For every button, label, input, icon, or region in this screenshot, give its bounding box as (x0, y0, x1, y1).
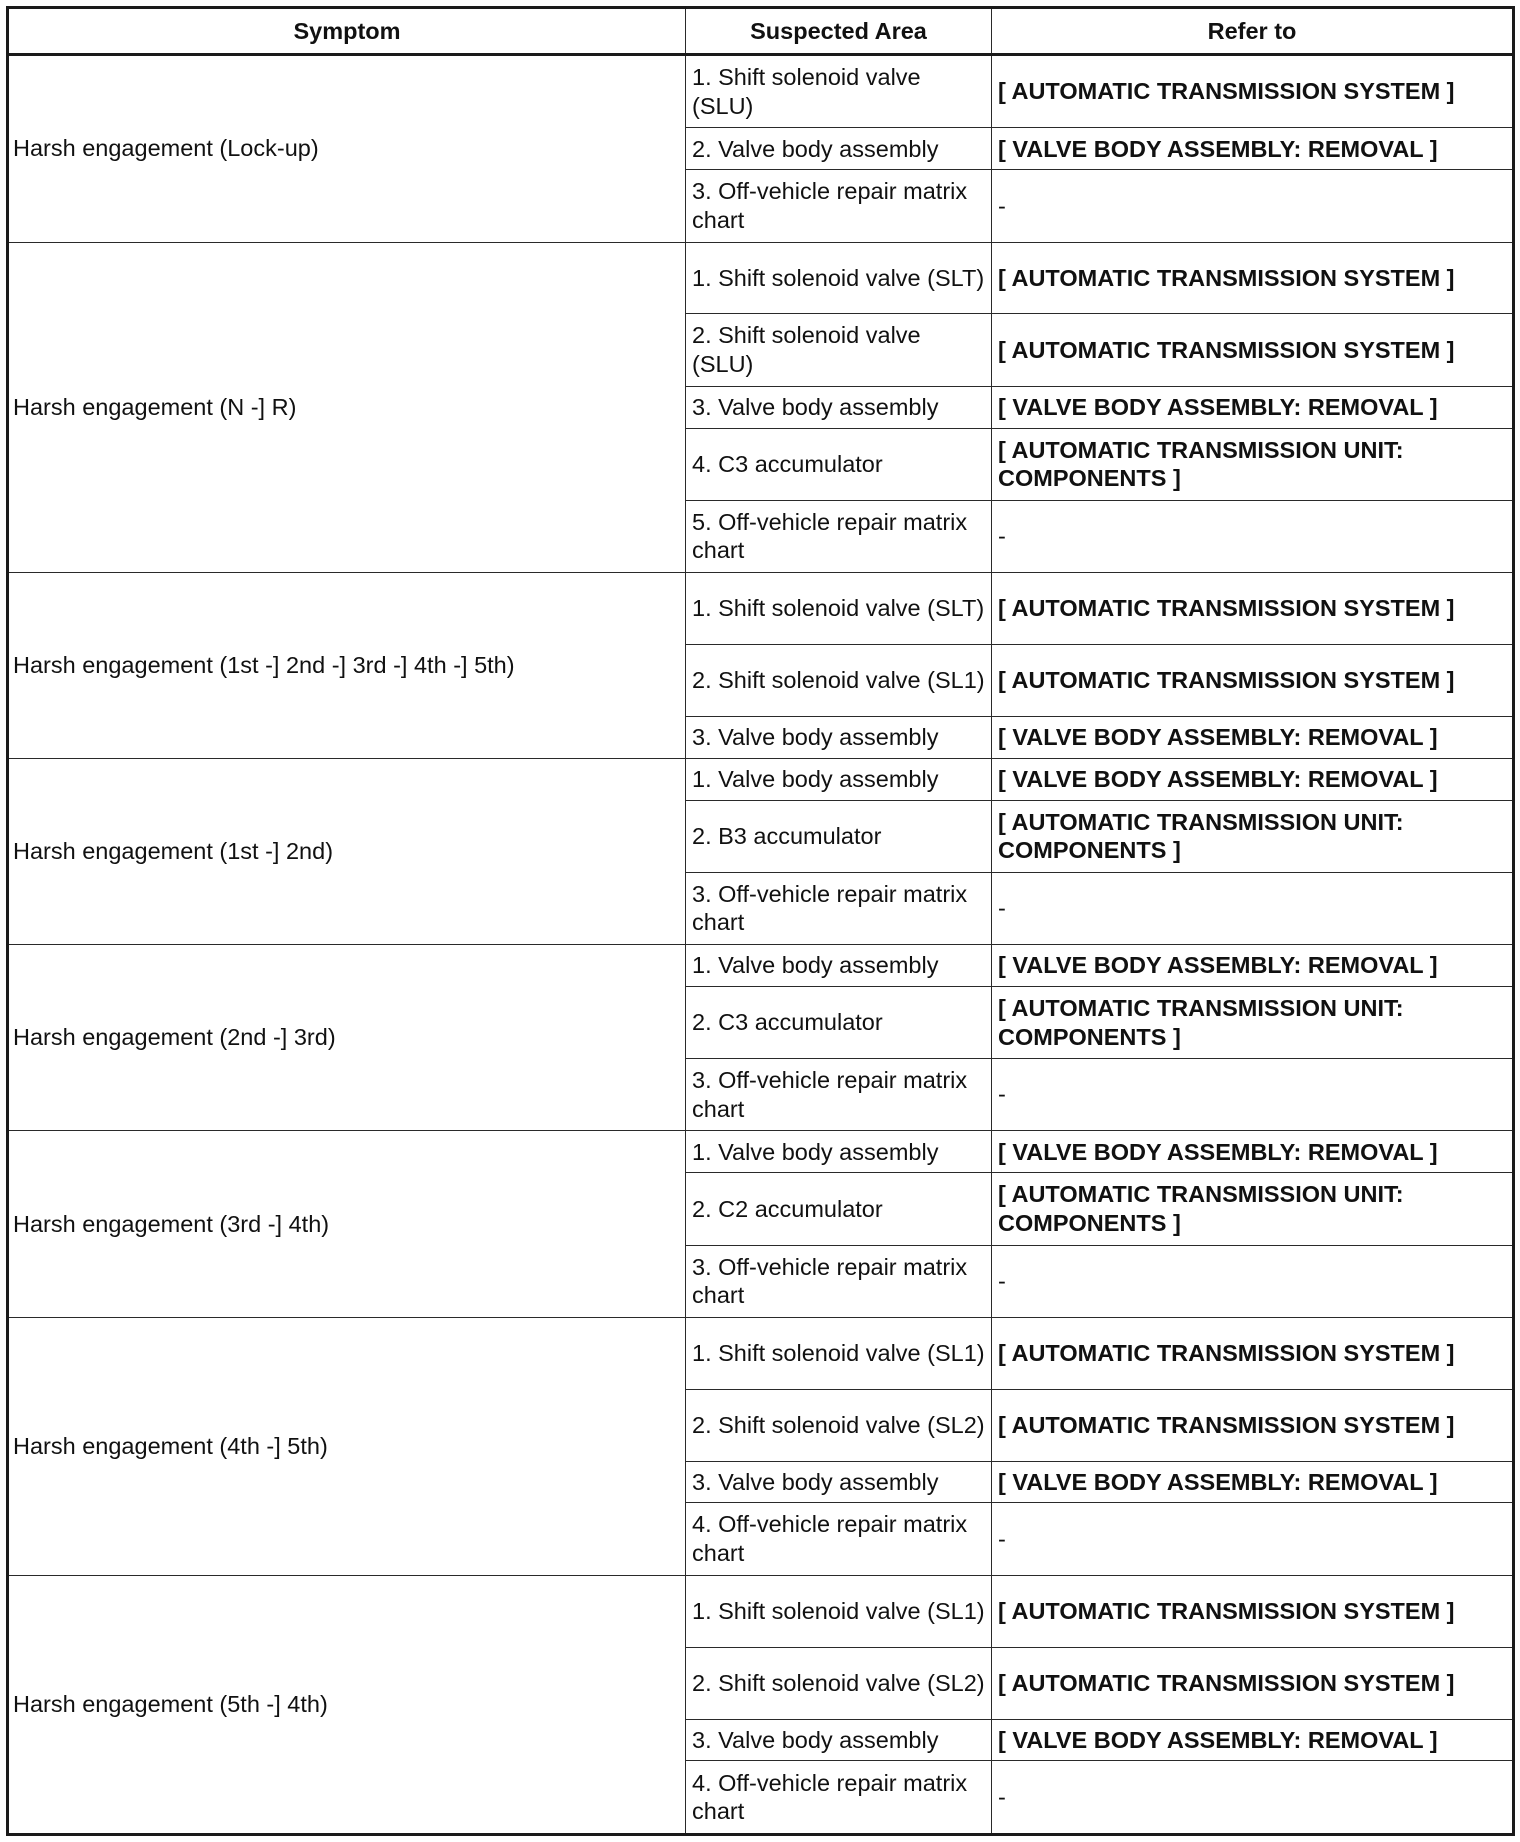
suspected-area-cell: 1. Shift solenoid valve (SLU) (686, 55, 992, 128)
refer-to-link[interactable]: [ VALVE BODY ASSEMBLY: REMOVAL ] (992, 1461, 1514, 1503)
symptom-cell: Harsh engagement (Lock-up) (8, 55, 686, 243)
refer-to-link[interactable]: [ AUTOMATIC TRANSMISSION UNIT: COMPONENTS ] (992, 800, 1514, 872)
header-suspected-area: Suspected Area (686, 8, 992, 55)
suspected-area-cell: 3. Valve body assembly (686, 716, 992, 758)
suspected-area-cell: 3. Valve body assembly (686, 386, 992, 428)
refer-to-cell: - (992, 872, 1514, 944)
suspected-area-cell: 3. Off-vehicle repair matrix chart (686, 1059, 992, 1131)
refer-to-link[interactable]: [ AUTOMATIC TRANSMISSION SYSTEM ] (992, 1575, 1514, 1647)
symptom-cell: Harsh engagement (1st -] 2nd -] 3rd -] 4th -] 5th) (8, 573, 686, 759)
suspected-area-cell: 4. Off-vehicle repair matrix chart (686, 1503, 992, 1575)
suspected-area-cell: 4. C3 accumulator (686, 428, 992, 500)
diagnostic-sheet (6, 6, 1512, 1836)
symptom-cell: Harsh engagement (5th -] 4th) (8, 1575, 686, 1834)
suspected-area-cell: 3. Valve body assembly (686, 1461, 992, 1503)
suspected-area-cell: 2. C2 accumulator (686, 1173, 992, 1245)
suspected-area-cell: 2. Shift solenoid valve (SLU) (686, 314, 992, 386)
suspected-area-cell: 5. Off-vehicle repair matrix chart (686, 500, 992, 572)
table-row (8, 242, 1514, 314)
symptom-cell: Harsh engagement (2nd -] 3rd) (8, 945, 686, 1131)
suspected-area-cell: 3. Off-vehicle repair matrix chart (686, 1245, 992, 1317)
refer-to-link[interactable]: [ AUTOMATIC TRANSMISSION SYSTEM ] (992, 1647, 1514, 1719)
table-row (8, 945, 1514, 987)
refer-to-link[interactable]: [ VALVE BODY ASSEMBLY: REMOVAL ] (992, 758, 1514, 800)
suspected-area-cell: 3. Off-vehicle repair matrix chart (686, 872, 992, 944)
refer-to-link[interactable]: [ AUTOMATIC TRANSMISSION SYSTEM ] (992, 573, 1514, 645)
suspected-area-cell: 1. Shift solenoid valve (SLT) (686, 242, 992, 314)
refer-to-link[interactable]: [ AUTOMATIC TRANSMISSION SYSTEM ] (992, 55, 1514, 128)
suspected-area-cell: 1. Shift solenoid valve (SLT) (686, 573, 992, 645)
table-row (8, 573, 1514, 645)
table-row (8, 1575, 1514, 1647)
refer-to-cell: - (992, 500, 1514, 572)
refer-to-link[interactable]: [ AUTOMATIC TRANSMISSION SYSTEM ] (992, 645, 1514, 717)
suspected-area-cell: 2. Valve body assembly (686, 128, 992, 170)
suspected-area-cell: 4. Off-vehicle repair matrix chart (686, 1761, 992, 1835)
refer-to-link[interactable]: [ VALVE BODY ASSEMBLY: REMOVAL ] (992, 1719, 1514, 1761)
suspected-area-cell: 2. Shift solenoid valve (SL2) (686, 1389, 992, 1461)
suspected-area-cell: 1. Shift solenoid valve (SL1) (686, 1317, 992, 1389)
refer-to-link[interactable]: [ AUTOMATIC TRANSMISSION SYSTEM ] (992, 314, 1514, 386)
table-row (8, 758, 1514, 800)
suspected-area-cell: 3. Valve body assembly (686, 1719, 992, 1761)
refer-to-link[interactable]: [ VALVE BODY ASSEMBLY: REMOVAL ] (992, 716, 1514, 758)
refer-to-cell: - (992, 1059, 1514, 1131)
table-row (8, 1131, 1514, 1173)
symptom-cell: Harsh engagement (N -] R) (8, 242, 686, 573)
refer-to-link[interactable]: [ VALVE BODY ASSEMBLY: REMOVAL ] (992, 945, 1514, 987)
symptom-cell: Harsh engagement (3rd -] 4th) (8, 1131, 686, 1317)
symptom-cell: Harsh engagement (4th -] 5th) (8, 1317, 686, 1575)
refer-to-link[interactable]: [ AUTOMATIC TRANSMISSION UNIT: COMPONENTS ] (992, 1173, 1514, 1245)
refer-to-link[interactable]: [ AUTOMATIC TRANSMISSION UNIT: COMPONENTS ] (992, 986, 1514, 1058)
suspected-area-cell: 1. Valve body assembly (686, 1131, 992, 1173)
table-body (8, 55, 1514, 1835)
refer-to-link[interactable]: [ AUTOMATIC TRANSMISSION UNIT: COMPONENTS ] (992, 428, 1514, 500)
suspected-area-cell: 2. Shift solenoid valve (SL2) (686, 1647, 992, 1719)
table-row (8, 55, 1514, 128)
suspected-area-cell: 2. B3 accumulator (686, 800, 992, 872)
table-header-row (8, 8, 1514, 55)
suspected-area-cell: 3. Off-vehicle repair matrix chart (686, 170, 992, 242)
refer-to-cell: - (992, 1761, 1514, 1835)
refer-to-link[interactable]: [ AUTOMATIC TRANSMISSION SYSTEM ] (992, 1389, 1514, 1461)
refer-to-cell: - (992, 170, 1514, 242)
suspected-area-cell: 1. Shift solenoid valve (SL1) (686, 1575, 992, 1647)
refer-to-link[interactable]: [ AUTOMATIC TRANSMISSION SYSTEM ] (992, 1317, 1514, 1389)
header-refer-to: Refer to (992, 8, 1514, 55)
suspected-area-cell: 1. Valve body assembly (686, 945, 992, 987)
table-row (8, 1317, 1514, 1389)
symptom-cell: Harsh engagement (1st -] 2nd) (8, 758, 686, 944)
refer-to-cell: - (992, 1503, 1514, 1575)
refer-to-link[interactable]: [ VALVE BODY ASSEMBLY: REMOVAL ] (992, 128, 1514, 170)
suspected-area-cell: 2. C3 accumulator (686, 986, 992, 1058)
symptom-table (6, 6, 1515, 1836)
suspected-area-cell: 2. Shift solenoid valve (SL1) (686, 645, 992, 717)
refer-to-cell: - (992, 1245, 1514, 1317)
refer-to-link[interactable]: [ VALVE BODY ASSEMBLY: REMOVAL ] (992, 386, 1514, 428)
refer-to-link[interactable]: [ VALVE BODY ASSEMBLY: REMOVAL ] (992, 1131, 1514, 1173)
suspected-area-cell: 1. Valve body assembly (686, 758, 992, 800)
header-symptom: Symptom (8, 8, 686, 55)
refer-to-link[interactable]: [ AUTOMATIC TRANSMISSION SYSTEM ] (992, 242, 1514, 314)
